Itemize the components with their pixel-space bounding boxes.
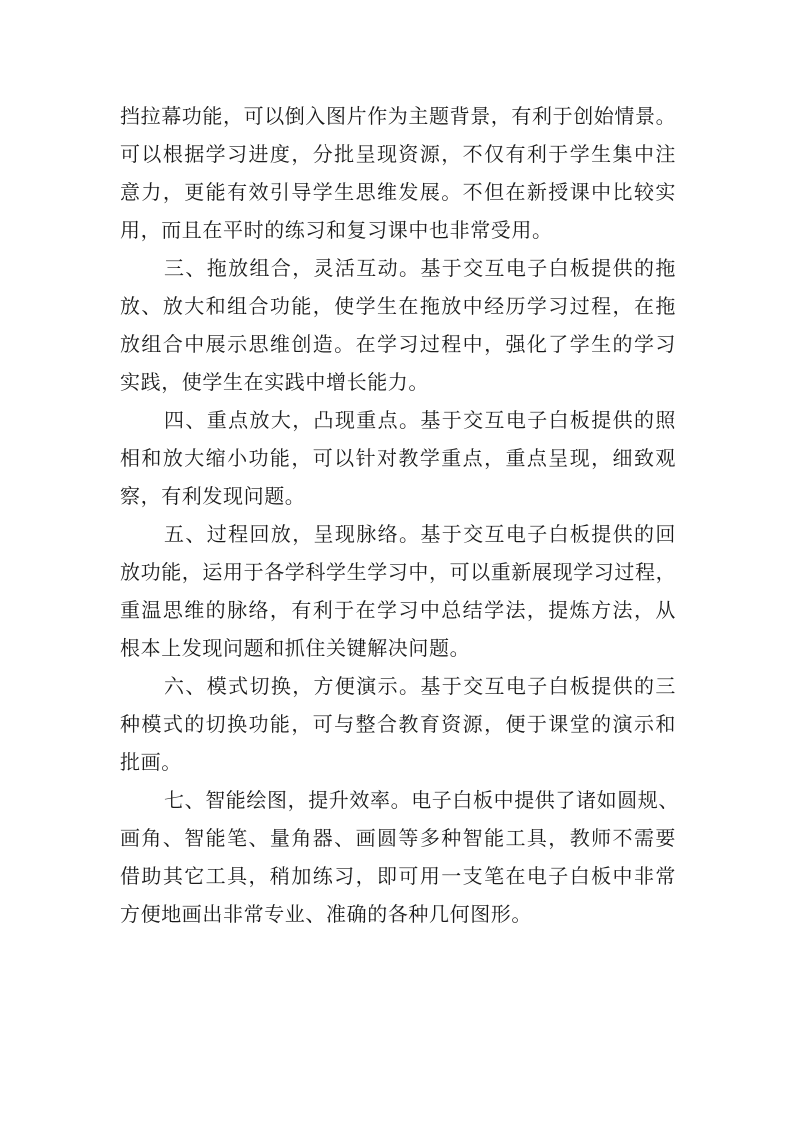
text-line: 借助其它工具，稍加练习，即可用一支笔在电子白板中非常	[120, 864, 676, 888]
text-line: 意力，更能有效引导学生思维发展。不但在新授课中比较实	[120, 180, 676, 204]
paragraph-section-5	[120, 515, 676, 667]
text-line: 相和放大缩小功能，可以针对教学重点，重点呈现，细致观	[120, 446, 676, 470]
text-line: 放功能，运用于各学科学生学习中，可以重新展现学习过程，	[120, 560, 677, 584]
text-line: 实践，使学生在实践中增长能力。	[120, 370, 429, 394]
text-line: 四、重点放大，凸现重点。基于交互电子白板提供的照	[164, 408, 676, 432]
text-line: 可以根据学习进度，分批呈现资源，不仅有利于学生集中注	[120, 142, 676, 166]
paragraph-section-3	[120, 249, 676, 401]
text-line: 五、过程回放，呈现脉络。基于交互电子白板提供的回	[164, 522, 676, 546]
text-line: 方便地画出非常专业、准确的各种几何图形。	[120, 902, 532, 926]
paragraph-section-4	[120, 401, 676, 515]
text-line: 批画。	[120, 750, 182, 774]
paragraph-section-6	[120, 667, 676, 781]
text-line: 挡拉幕功能，可以倒入图片作为主题背景，有利于创始情景。	[120, 104, 677, 128]
text-line: 放、放大和组合功能，使学生在拖放中经历学习过程，在拖	[120, 294, 676, 318]
text-line: 根本上发现问题和抓住关键解决问题。	[120, 636, 471, 660]
text-line: 三、拖放组合，灵活互动。基于交互电子白板提供的拖	[164, 256, 676, 280]
text-line: 六、模式切换，方便演示。基于交互电子白板提供的三	[164, 674, 676, 698]
text-line: 察，有利发现问题。	[120, 484, 306, 508]
text-line: 用，而且在平时的练习和复习课中也非常受用。	[120, 218, 553, 242]
paragraph-section-7	[120, 781, 679, 933]
text-line: 放组合中展示思维创造。在学习过程中，强化了学生的学习	[120, 332, 676, 356]
paragraph-continuation	[120, 97, 676, 249]
text-line: 重温思维的脉络，有利于在学习中总结学法，提炼方法，从	[120, 598, 676, 622]
document-body	[120, 97, 679, 933]
text-line: 种模式的切换功能，可与整合教育资源，便于课堂的演示和	[120, 712, 676, 736]
text-line: 画角、智能笔、量角器、画圆等多种智能工具，教师不需要	[120, 826, 676, 850]
text-line: 七、智能绘图，提升效率。电子白板中提供了诸如圆规、	[164, 788, 679, 812]
